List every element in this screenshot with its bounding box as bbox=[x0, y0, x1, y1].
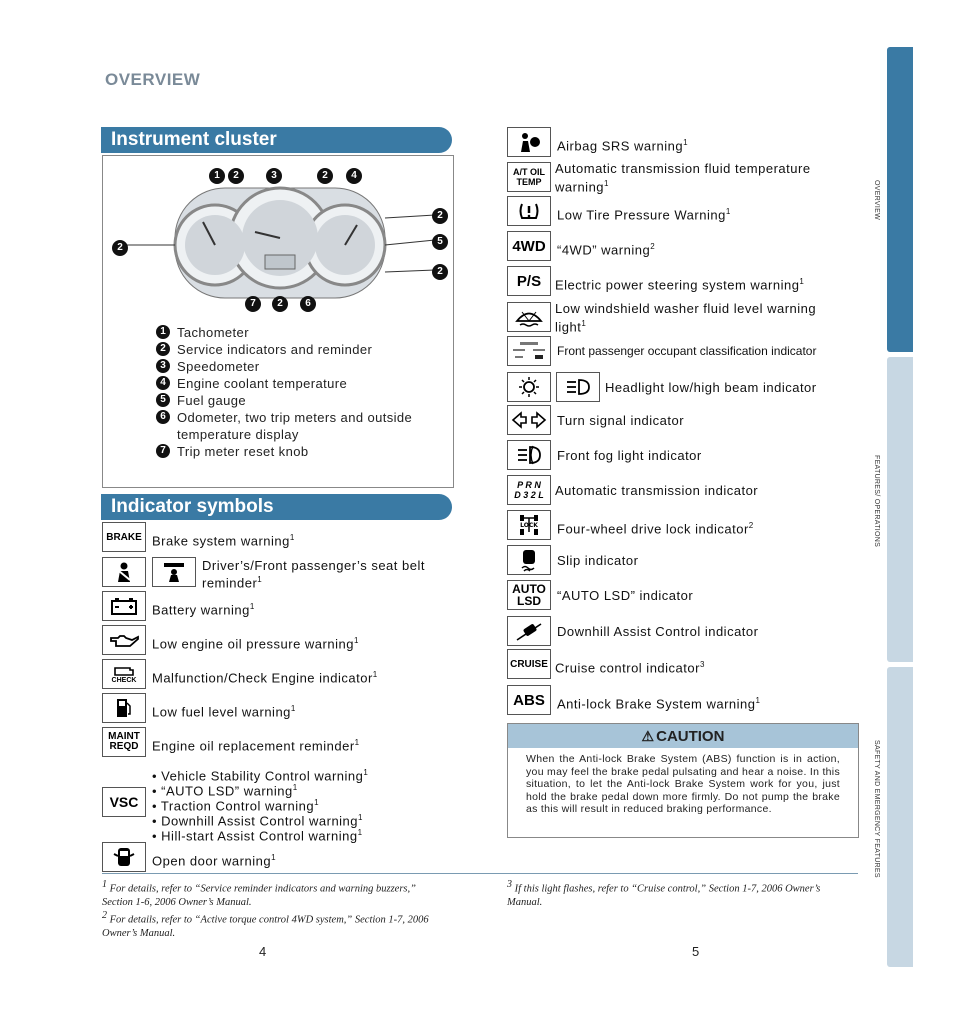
symbol-label: Cruise control indicator$^3$ bbox=[555, 660, 705, 676]
instrument-cluster-banner: Instrument cluster bbox=[101, 127, 452, 153]
tab-features-label: FEATURES/ OPERATIONS bbox=[873, 455, 880, 548]
at-oil-temp-icon: A/T OIL TEMP bbox=[507, 162, 551, 192]
symbol-label: “AUTO LSD” indicator bbox=[557, 588, 694, 603]
symbol-label: Four-wheel drive lock indicator$^2$ bbox=[557, 521, 754, 537]
legend-item: temperature display bbox=[177, 427, 299, 442]
symbol-label: “4WD” warning$^2$ bbox=[557, 242, 656, 258]
symbol-label: Automatic transmission indicator bbox=[555, 483, 759, 498]
callout-5: 5 bbox=[432, 234, 448, 250]
caution-box bbox=[507, 723, 859, 838]
symbol-label: Malfunction/Check Engine indicator$^1$ bbox=[152, 670, 378, 686]
symbol-label: Low engine oil pressure warning$^1$ bbox=[152, 636, 359, 652]
legend-item: Fuel gauge bbox=[177, 393, 247, 408]
fog-light-icon bbox=[507, 440, 551, 470]
headlight-low-icon bbox=[507, 372, 551, 402]
symbol-label: warning$^1$ bbox=[555, 179, 609, 195]
legend-item: Tachometer bbox=[177, 325, 249, 340]
footnote-2: $^2$ For details, refer to “Active torque control 4WD system,” Section 1-7, 2006 Owner’s Manual. bbox=[102, 910, 429, 939]
page-title: OVERVIEW bbox=[105, 70, 201, 89]
check-engine-icon bbox=[102, 659, 146, 689]
legend-num: 1 bbox=[156, 325, 170, 339]
symbol-label: Front passenger occupant classification indicator bbox=[557, 344, 817, 358]
brake-icon: BRAKE bbox=[102, 522, 146, 552]
callout-6: 6 bbox=[300, 296, 316, 312]
abs-icon: ABS bbox=[507, 685, 551, 715]
check-text: CHECK bbox=[111, 676, 137, 684]
symbol-label: Low fuel level warning$^1$ bbox=[152, 704, 296, 720]
auto-lsd-icon: AUTO LSD bbox=[507, 580, 551, 610]
power-steering-icon: P/S bbox=[507, 266, 551, 296]
callout-2: 2 bbox=[432, 264, 448, 280]
legend-num: 2 bbox=[156, 342, 170, 356]
callout-2: 2 bbox=[112, 240, 128, 256]
symbol-label: Electric power steering system warning$^1$ bbox=[555, 277, 805, 293]
symbol-label: reminder$^1$ bbox=[202, 575, 263, 591]
washer-icon bbox=[507, 302, 551, 332]
symbol-label: Low windshield washer fluid level warning bbox=[555, 301, 817, 316]
symbol-label: Anti-lock Brake System warning$^1$ bbox=[557, 696, 761, 712]
open-door-icon bbox=[102, 842, 146, 872]
tire-pressure-icon bbox=[507, 196, 551, 226]
legend-num: 4 bbox=[156, 376, 170, 390]
headlight-high-icon bbox=[556, 372, 600, 402]
slip-icon bbox=[507, 545, 551, 575]
tab-safety-emergency[interactable] bbox=[887, 667, 913, 967]
tab-overview[interactable] bbox=[887, 47, 913, 352]
symbol-label: Engine oil replacement reminder$^1$ bbox=[152, 738, 360, 754]
symbol-label: Front fog light indicator bbox=[557, 448, 702, 463]
page-number-right: 5 bbox=[692, 944, 700, 959]
cruise-icon: CRUISE bbox=[507, 649, 551, 679]
symbol-label: Downhill Assist Control indicator bbox=[557, 624, 759, 639]
4wd-icon: 4WD bbox=[507, 231, 551, 261]
fuel-pump-icon bbox=[102, 693, 146, 723]
callout-7: 7 bbox=[245, 296, 261, 312]
legend-item: Speedometer bbox=[177, 359, 260, 374]
callout-2: 2 bbox=[432, 208, 448, 224]
legend-num: 3 bbox=[156, 359, 170, 373]
symbol-label: Automatic transmission fluid temperature bbox=[555, 161, 811, 176]
4wd-lock-icon bbox=[507, 510, 551, 540]
seatbelt-icon bbox=[102, 557, 146, 587]
passenger-seatbelt-icon bbox=[152, 557, 196, 587]
symbol-label: Open door warning$^1$ bbox=[152, 853, 277, 869]
battery-icon bbox=[102, 591, 146, 621]
symbol-label: Headlight low/high beam indicator bbox=[605, 380, 817, 395]
vsc-line: • Hill-start Assist Control warning$^1$ bbox=[152, 828, 363, 844]
warning-triangle-icon: ⚠ bbox=[641, 727, 655, 744]
oil-can-icon bbox=[102, 625, 146, 655]
instrument-cluster-illustration bbox=[105, 160, 450, 315]
caution-text: When the Anti-lock Brake System (ABS) function is in action, you may feel the brake pedal pulsating and hear a noise. In this situation, to let the Anti-lock Brake System work for you, just hold the brake pedal down more firmly. Do not pump the brake as this will result in reduced braking performance. bbox=[526, 753, 840, 815]
vsc-line: • Downhill Assist Control warning$^1$ bbox=[152, 813, 363, 829]
callout-2: 2 bbox=[272, 296, 288, 312]
symbol-label: Low Tire Pressure Warning$^1$ bbox=[557, 207, 731, 223]
symbol-label: Airbag SRS warning$^1$ bbox=[557, 138, 689, 154]
legend-item: Engine coolant temperature bbox=[177, 376, 348, 391]
callout-4: 4 bbox=[346, 168, 362, 184]
page-number-left: 4 bbox=[259, 944, 267, 959]
legend-item: Odometer, two trip meters and outside bbox=[177, 410, 413, 425]
footnote-divider bbox=[102, 873, 858, 874]
maint-reqd-icon: MAINT REQD bbox=[102, 727, 146, 757]
legend-num: 6 bbox=[156, 410, 170, 424]
caution-title: CAUTION bbox=[656, 727, 725, 745]
vsc-line: • Traction Control warning$^1$ bbox=[152, 798, 320, 814]
legend-item: Trip meter reset knob bbox=[177, 444, 309, 459]
svg-text:LOCK: LOCK bbox=[520, 522, 538, 529]
symbol-label: light$^1$ bbox=[555, 319, 587, 335]
callout-1: 1 bbox=[209, 168, 225, 184]
transmission-indicator-icon: P R N D 3 2 L bbox=[507, 475, 551, 505]
callout-3: 3 bbox=[266, 168, 282, 184]
callout-2: 2 bbox=[317, 168, 333, 184]
symbol-label: Turn signal indicator bbox=[557, 413, 685, 428]
tab-overview-label: OVERVIEW bbox=[873, 180, 880, 221]
caution-header bbox=[508, 724, 858, 748]
callout-2: 2 bbox=[228, 168, 244, 184]
tab-safety-label: SAFETY AND EMERGENCY FEATURES bbox=[873, 740, 880, 878]
turn-signal-icon bbox=[507, 405, 551, 435]
legend-item: Service indicators and reminder bbox=[177, 342, 373, 357]
footnote-3: $^3$ If this light flashes, refer to “Cruise control,” Section 1-7, 2006 Owner’s Manual. bbox=[507, 879, 821, 908]
symbol-label: Battery warning$^1$ bbox=[152, 602, 255, 618]
symbol-label: Slip indicator bbox=[557, 553, 639, 568]
legend-num: 5 bbox=[156, 393, 170, 407]
symbol-label: Driver’s/Front passenger’s seat belt bbox=[202, 558, 425, 573]
legend-num: 7 bbox=[156, 444, 170, 458]
vsc-line: • “AUTO LSD” warning$^1$ bbox=[152, 783, 298, 799]
vsc-icon: VSC bbox=[102, 787, 146, 817]
downhill-assist-icon bbox=[507, 616, 551, 646]
footnote-1: $^1$ For details, refer to “Service reminder indicators and warning buzzers,” Section 1-6, 2006 Owner’s Manual. bbox=[102, 879, 416, 908]
indicator-symbols-banner: Indicator symbols bbox=[101, 494, 452, 520]
passenger-airbag-indicator-icon bbox=[507, 336, 551, 366]
airbag-icon bbox=[507, 127, 551, 157]
tab-features-operations[interactable] bbox=[887, 357, 913, 662]
symbol-label: Brake system warning$^1$ bbox=[152, 533, 295, 549]
vsc-line: • Vehicle Stability Control warning$^1$ bbox=[152, 768, 369, 784]
